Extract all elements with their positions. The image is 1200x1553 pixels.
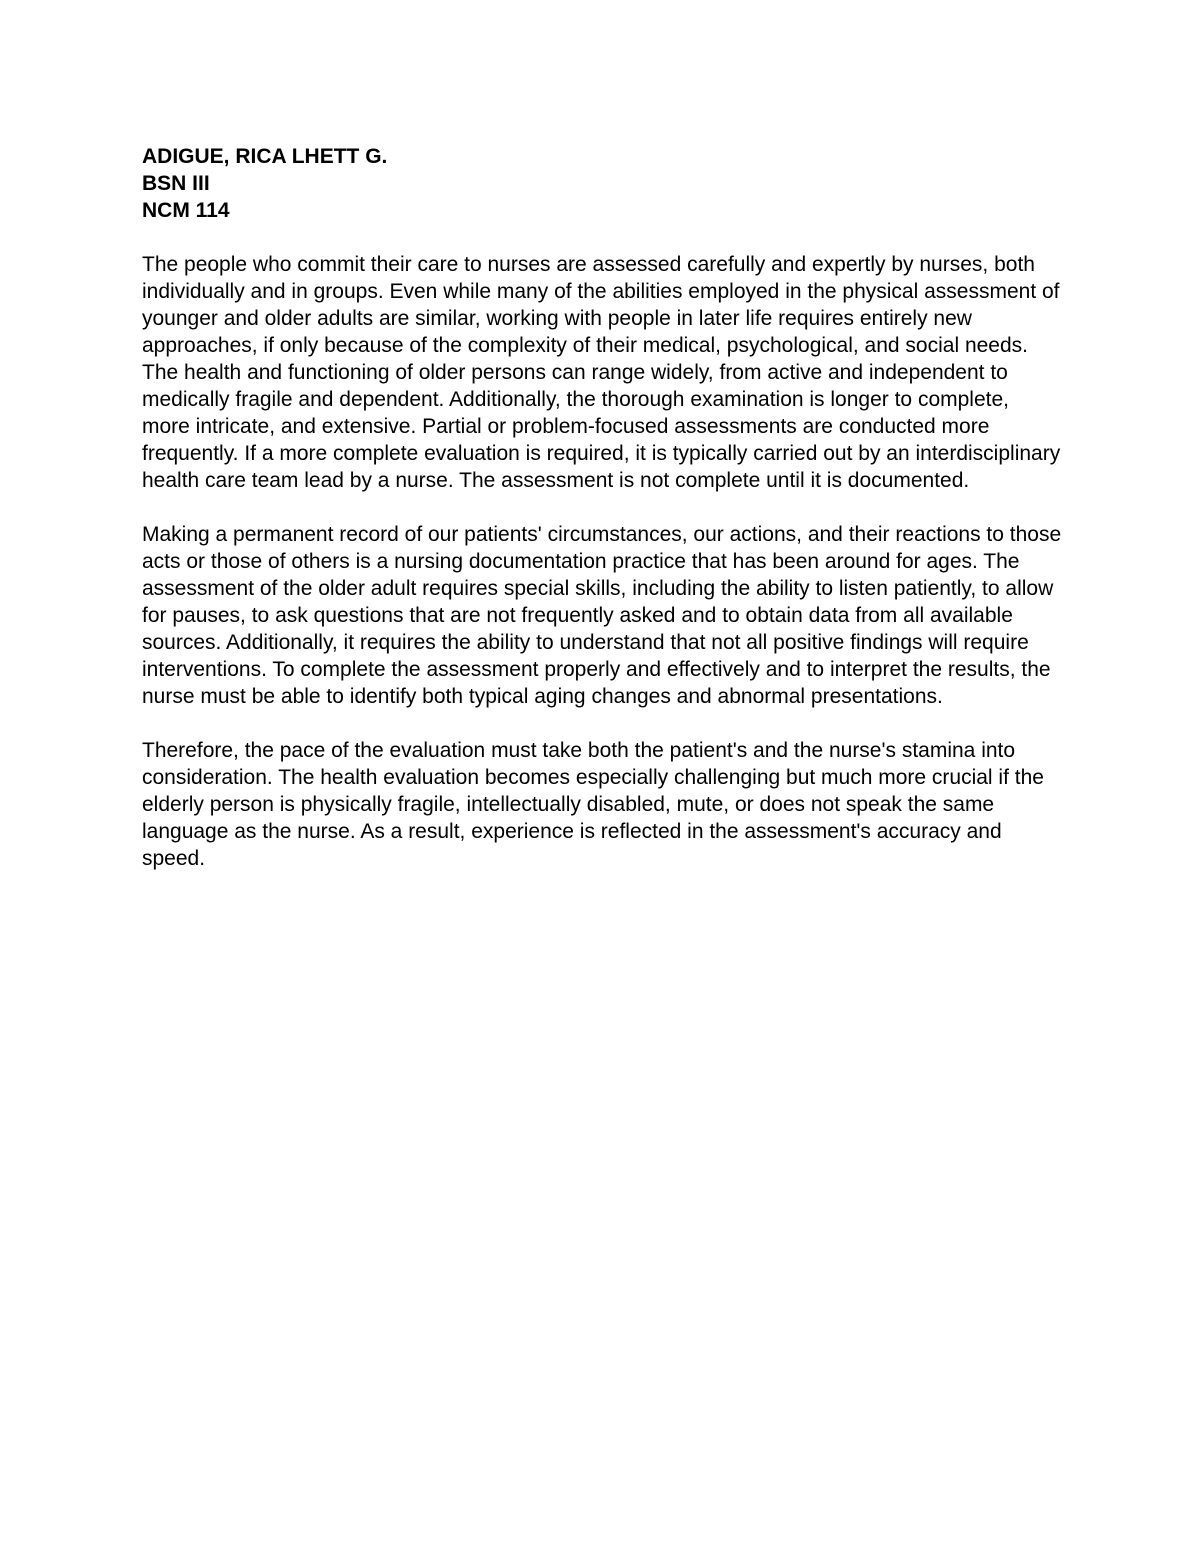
paragraph-3: Therefore, the pace of the evaluation must take both the patient's and the nurse's stamina into consideration. The health evaluation becomes especially challenging but much more crucial if the elderly person is physically fragile, intellectually disabled, mute, or does not speak the same language as the nurse. As a result, experience is reflected in the assessment's accuracy and speed. bbox=[142, 739, 1044, 870]
paragraph-2: Making a permanent record of our patients' circumstances, our actions, and their reactions to those acts or those of others is a nursing documentation practice that has been around for ages. The assessment of the older adult requires special skills, including the ability to listen patiently, to allow for pauses, to ask questions that are not frequently asked and to obtain data from all available sources. Additionally, it requires the ability to understand that not all positive findings will require interventions. To complete the assessment properly and effectively and to interpret the results, the nurse must be able to identify both typical aging changes and abnormal presentations. bbox=[142, 523, 1062, 708]
document-content bbox=[142, 143, 1062, 872]
course-code: NCM 114 bbox=[142, 199, 230, 222]
student-name: ADIGUE, RICA LHETT G. bbox=[142, 145, 388, 168]
paragraph-1: The people who commit their care to nurses are assessed carefully and expertly by nurses, both individually and in groups. Even while many of the abilities employed in the physical assessment of younger and older adults are similar, working with people in later life requires entirely new approaches, if only because of the complexity of their medical, psychological, and social needs. The health and functioning of older persons can range widely, from active and independent to medically fragile and dependent. Additionally, the thorough examination is longer to complete, more intricate, and extensive. Partial or problem-focused assessments are conducted more frequently. If a more complete evaluation is required, it is typically carried out by an interdisciplinary health care team lead by a nurse. The assessment is not complete until it is documented. bbox=[142, 253, 1061, 492]
program-level: BSN III bbox=[142, 172, 210, 195]
